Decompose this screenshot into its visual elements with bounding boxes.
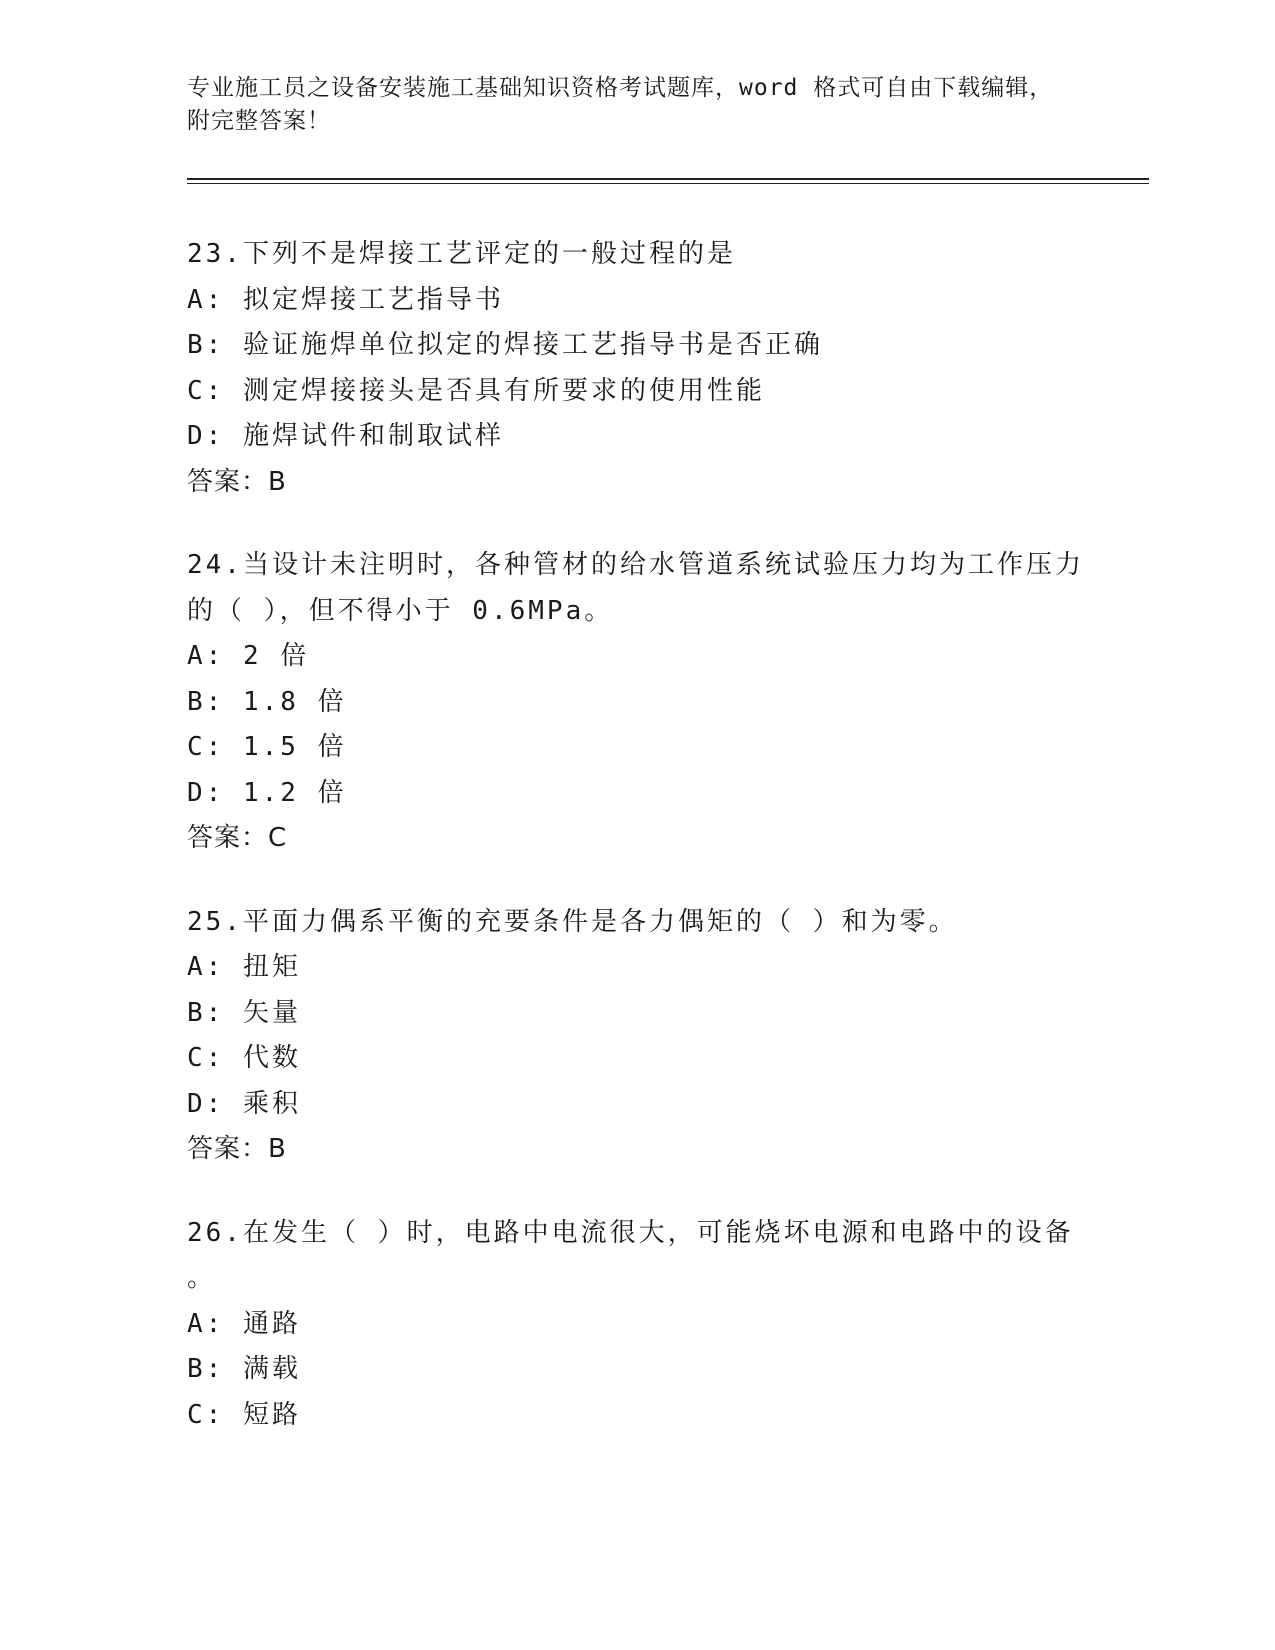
question-stem-continued: 的（ ），但不得小于 0.6MPa。 xyxy=(187,595,614,626)
option-a: A: 2 倍 xyxy=(187,641,310,671)
question-stem: 24.当设计未注明时，各种管材的给水管道系统试验压力均为工作压力 xyxy=(187,550,1084,580)
question-24 xyxy=(187,543,1107,862)
header-line-2: 附完整答案！ xyxy=(187,108,331,134)
option-d: D: 1.2 倍 xyxy=(187,777,347,808)
option-a: A: 拟定焊接工艺指导书 xyxy=(187,284,504,315)
header-divider-thick xyxy=(187,178,1149,180)
question-stem: 25.平面力偶系平衡的充要条件是各力偶矩的（ ）和为零。 xyxy=(187,906,958,937)
option-c: C: 测定焊接接头是否具有所要求的使用性能 xyxy=(187,375,765,406)
answer-label: 答案：B xyxy=(187,466,287,497)
option-b: B: 矢量 xyxy=(187,997,301,1028)
option-c: C: 1.5 倍 xyxy=(187,732,347,762)
answer-label: 答案：B xyxy=(187,1134,287,1164)
header-line-1: 专业施工员之设备安装施工基础知识资格考试题库，word 格式可自由下载编辑， xyxy=(187,75,1054,101)
question-list xyxy=(187,232,1107,1476)
question-stem: 26.在发生（ ）时，电路中电流很大，可能烧坏电源和电路中的设备 xyxy=(187,1217,1074,1248)
answer-label: 答案：C xyxy=(187,823,288,853)
option-c: C: 短路 xyxy=(187,1399,301,1430)
option-c: C: 代数 xyxy=(187,1043,301,1073)
question-stem-continued: 。 xyxy=(187,1263,217,1293)
question-stem: 23.下列不是焊接工艺评定的一般过程的是 xyxy=(187,239,736,269)
option-d: D: 乘积 xyxy=(187,1088,301,1119)
option-a: A: 扭矩 xyxy=(187,952,301,982)
option-b: B: 验证施焊单位拟定的焊接工艺指导书是否正确 xyxy=(187,330,823,360)
option-d: D: 施焊试件和制取试样 xyxy=(187,421,504,451)
question-23 xyxy=(187,232,1107,505)
option-b: B: 1.8 倍 xyxy=(187,686,347,717)
document-header xyxy=(187,72,1067,138)
question-26 xyxy=(187,1211,1107,1439)
option-a: A: 通路 xyxy=(187,1308,301,1339)
question-25 xyxy=(187,900,1107,1173)
option-b: B: 满载 xyxy=(187,1354,301,1384)
header-divider-thin xyxy=(187,183,1149,184)
